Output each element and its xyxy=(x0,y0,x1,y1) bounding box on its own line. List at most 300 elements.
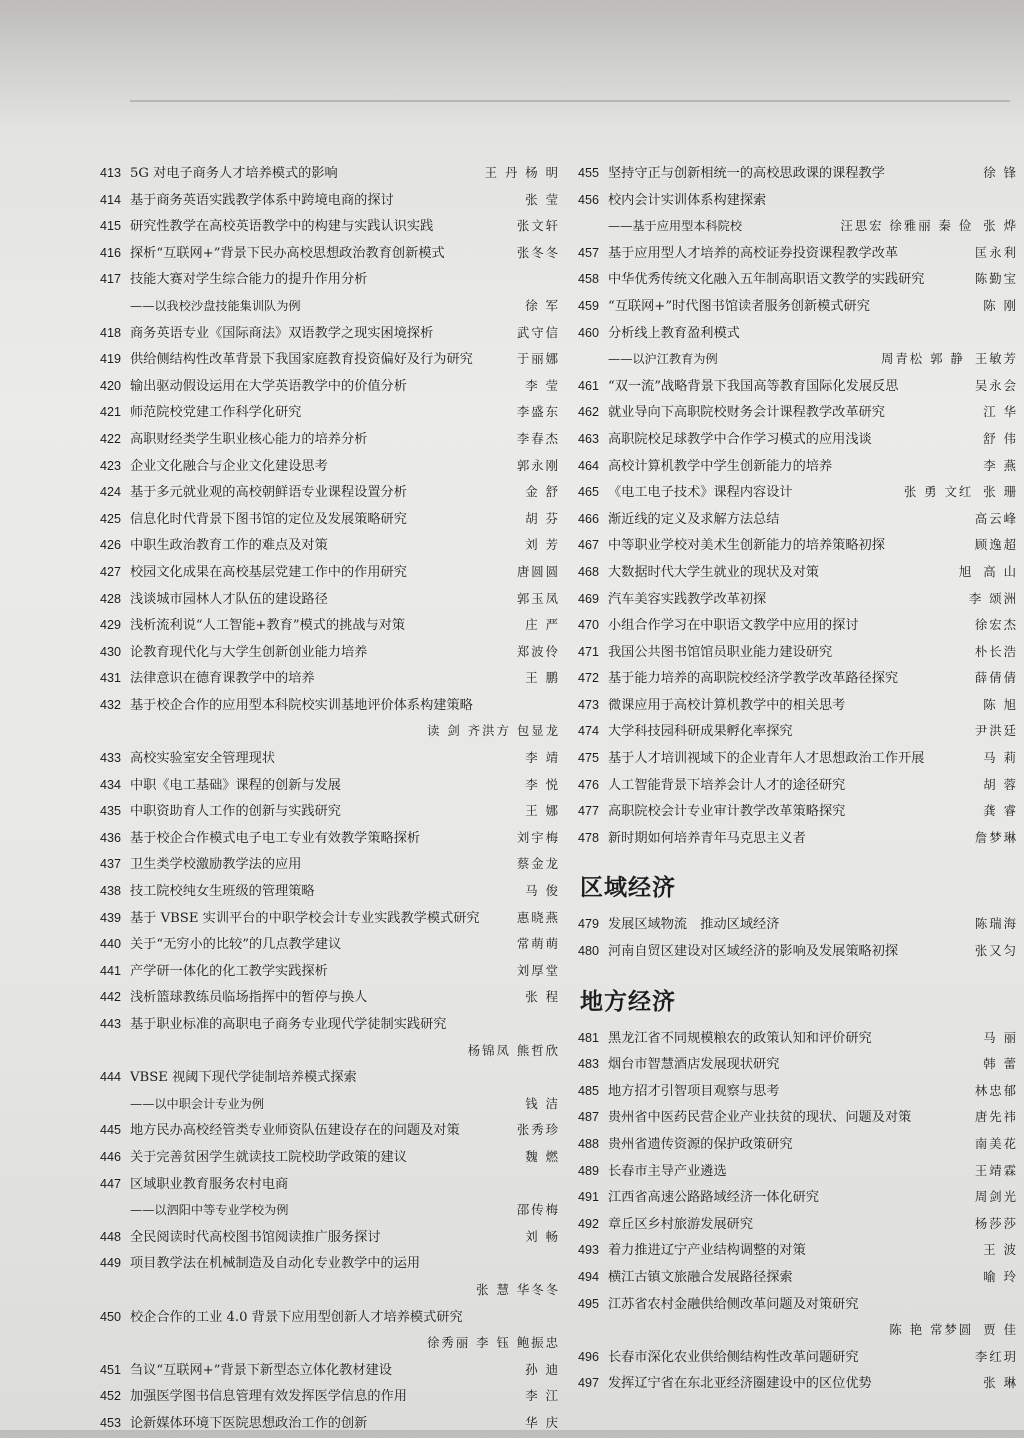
page-number: 472 xyxy=(578,671,600,686)
entry-title: 基于能力培养的高职院校经济学教学改革路径探究 xyxy=(608,671,899,687)
page-number: 468 xyxy=(578,564,600,579)
toc-entry[interactable] xyxy=(100,213,560,240)
entry-title: 中职《电工基础》课程的创新与发展 xyxy=(130,777,341,793)
page-number: 470 xyxy=(578,618,600,633)
entry-authors: 郭永刚 xyxy=(516,457,560,473)
entry-title: 长春市深化农业供给侧结构性改革问题研究 xyxy=(608,1349,859,1365)
toc-entry-row xyxy=(578,293,1018,320)
toc-entry[interactable] xyxy=(578,320,1018,373)
entry-authors: 张 琳 xyxy=(983,1375,1018,1391)
entry-authors: 徐 锋 xyxy=(983,165,1018,180)
toc-entry-row xyxy=(100,532,560,559)
toc-entry-row xyxy=(578,320,1018,347)
toc-entry-row xyxy=(100,772,560,799)
page-number: 432 xyxy=(100,697,122,712)
entry-authors: 常萌萌 xyxy=(516,936,560,952)
toc-entry-row xyxy=(100,1144,560,1171)
entry-title: 坚持守正与创新相统一的高校思政课的课程教学 xyxy=(608,166,885,181)
entry-title: “双一流”战略背景下我国高等教育国际化发展反思 xyxy=(608,378,899,394)
page-number: 469 xyxy=(578,591,600,606)
toc-entry[interactable] xyxy=(578,426,1018,453)
toc-entry[interactable] xyxy=(578,293,1018,320)
toc-entry-row xyxy=(578,532,1018,559)
page-number: 419 xyxy=(100,352,122,367)
toc-entry[interactable] xyxy=(578,240,1018,267)
entry-title: 技工院校纯女生班级的管理策略 xyxy=(130,884,315,900)
entry-title: 汽车美容实践教学改革初探 xyxy=(608,591,767,607)
toc-entry[interactable] xyxy=(100,479,560,506)
entry-authors: 高云峰 xyxy=(974,510,1018,526)
entry-authors: 刘 芳 xyxy=(525,537,560,553)
toc-entry[interactable] xyxy=(578,665,1018,692)
entry-title: 商务英语专业《国际商法》双语教学之现实困境探析 xyxy=(130,325,434,341)
page-number: 415 xyxy=(100,219,122,234)
entry-authors: 江 华 xyxy=(983,404,1018,420)
entry-title: 刍议“互联网+”背景下新型态立体化教材建设 xyxy=(130,1362,392,1378)
entry-title: 高校计算机教学中学生创新能力的培养 xyxy=(608,458,833,474)
page-number: 437 xyxy=(100,857,122,872)
entry-authors: 孙 迪 xyxy=(525,1361,560,1377)
entry-title: 关于完善贫困学生就读技工院校助学政策的建议 xyxy=(130,1149,407,1165)
toc-entry[interactable] xyxy=(578,373,1018,400)
entry-title: 河南自贸区建设对区域经济的影响及发展策略初探 xyxy=(608,944,899,960)
toc-entry[interactable] xyxy=(578,1370,1018,1397)
toc-entry-row xyxy=(578,453,1018,480)
entry-authors: 于丽娜 xyxy=(516,351,560,367)
entry-authors: 刘厚堂 xyxy=(516,962,560,978)
entry-title: 校内会计实训体系构建探索 xyxy=(608,192,767,208)
page-number: 496 xyxy=(578,1349,600,1364)
toc-entry[interactable] xyxy=(100,692,560,745)
toc-entry[interactable] xyxy=(578,1078,1018,1105)
page-number: 471 xyxy=(578,644,600,659)
entry-title: 项目教学法在机械制造及自动化专业教学中的运用 xyxy=(130,1256,421,1272)
entry-authors: 李 悦 xyxy=(525,776,560,792)
toc-entry[interactable] xyxy=(100,851,560,878)
entry-authors: 陈瑞海 xyxy=(974,916,1018,932)
entry-authors: 李春杰 xyxy=(516,430,560,446)
toc-entry[interactable] xyxy=(100,453,560,480)
entry-authors: 李 靖 xyxy=(525,750,560,766)
entry-authors: 华 庆 xyxy=(525,1414,560,1430)
entry-co-authors: 陈 艳 常梦圆 xyxy=(889,1322,974,1338)
entry-title: 卫生类学校激励教学法的应用 xyxy=(130,857,302,873)
entry-authors: 舒 伟 xyxy=(983,430,1018,446)
toc-entry[interactable] xyxy=(100,1117,560,1144)
toc-entry-row xyxy=(100,1250,560,1277)
entry-co-authors: 张 勇 文红 xyxy=(903,484,974,500)
entry-subtitle: ——以中职会计专业为例 xyxy=(130,1096,265,1111)
entry-title: 浅析流利说“人工智能+教育”模式的挑战与对策 xyxy=(130,618,406,634)
page-number: 491 xyxy=(578,1190,600,1205)
entry-title: 校企合作的工业 4.0 背景下应用型创新人才培养模式研究 xyxy=(130,1309,463,1325)
toc-entry-row xyxy=(578,798,1018,825)
entry-title: 基于职业标准的高职电子商务专业现代学徒制实践研究 xyxy=(130,1017,447,1032)
toc-entry[interactable] xyxy=(100,772,560,799)
entry-authors: 李盛东 xyxy=(516,404,560,420)
toc-entry[interactable] xyxy=(578,938,1018,965)
entry-title: 高职院校会计专业审计教学改革策略探究 xyxy=(608,804,846,820)
toc-entry[interactable] xyxy=(578,399,1018,426)
entry-title: 小组合作学习在中职语文教学中应用的探讨 xyxy=(608,618,859,634)
toc-entry[interactable] xyxy=(578,1051,1018,1078)
toc-entry[interactable] xyxy=(100,187,560,214)
toc-entry-row xyxy=(578,1158,1018,1185)
entry-title: 中职生政治教育工作的难点及对策 xyxy=(130,538,328,554)
entry-title: “互联网+”时代图书馆读者服务创新模式研究 xyxy=(608,298,870,314)
toc-entry-row xyxy=(100,745,560,772)
toc-entry[interactable] xyxy=(100,665,560,692)
entry-title: 基于校企合作模式电子电工专业有效教学策略探析 xyxy=(130,830,421,846)
entry-title: 微课应用于高校计算机教学中的相关思考 xyxy=(608,697,846,713)
toc-entry-row xyxy=(100,346,560,373)
entry-title: 着力推进辽宁产业结构调整的对策 xyxy=(608,1243,806,1259)
toc-entry-row xyxy=(100,187,560,214)
toc-entry-row xyxy=(578,1211,1018,1238)
page-number: 483 xyxy=(578,1057,600,1072)
toc-entry[interactable] xyxy=(100,1410,560,1437)
page-number: 492 xyxy=(578,1216,600,1231)
page-number: 460 xyxy=(578,325,600,340)
toc-entry[interactable] xyxy=(578,772,1018,799)
entry-authors: 张 程 xyxy=(525,989,560,1005)
toc-entry-row xyxy=(100,1304,560,1331)
entry-authors: 郭玉凤 xyxy=(516,590,560,606)
toc-entry[interactable] xyxy=(100,1011,560,1064)
page-number: 456 xyxy=(578,192,600,207)
toc-entry[interactable] xyxy=(100,320,560,347)
toc-entry-row xyxy=(578,692,1018,719)
section-heading-regional-economy: 区域经济 xyxy=(580,875,676,902)
toc-entry[interactable] xyxy=(100,160,560,187)
page-number: 458 xyxy=(578,272,600,287)
toc-entry-row xyxy=(100,213,560,240)
page-number: 452 xyxy=(100,1389,122,1404)
toc-entry[interactable] xyxy=(100,1224,560,1251)
entry-subtitle: ——以沪江教育为例 xyxy=(608,352,718,367)
page-number: 487 xyxy=(578,1110,600,1125)
toc-entry[interactable] xyxy=(100,346,560,373)
toc-entry-row xyxy=(578,586,1018,613)
toc-entry[interactable] xyxy=(100,559,560,586)
toc-entry-row xyxy=(578,506,1018,533)
toc-entry[interactable] xyxy=(100,399,560,426)
entry-authors: 王 鹏 xyxy=(525,670,560,686)
toc-entry-row xyxy=(100,692,560,719)
toc-entry[interactable] xyxy=(578,1184,1018,1211)
toc-entry[interactable] xyxy=(100,373,560,400)
entry-authors: 张 珊 xyxy=(983,484,1018,500)
toc-entry[interactable] xyxy=(100,958,560,985)
toc-entry[interactable] xyxy=(578,1237,1018,1264)
toc-subtitle-row xyxy=(100,1091,560,1118)
entry-title: 关于“无穷小的比较”的几点教学建议 xyxy=(130,937,342,953)
page-number: 439 xyxy=(100,910,122,925)
entry-title: 渐近线的定义及求解方法总结 xyxy=(608,511,780,527)
toc-entry[interactable] xyxy=(100,1250,560,1303)
toc-entry-row xyxy=(100,878,560,905)
toc-entry-row xyxy=(578,1025,1018,1052)
page-number: 485 xyxy=(578,1083,600,1098)
page-number: 436 xyxy=(100,830,122,845)
toc-entry-row xyxy=(100,399,560,426)
toc-entry[interactable] xyxy=(100,1144,560,1171)
entry-authors: 李 颂洲 xyxy=(968,590,1018,606)
entry-co-authors: 旭 xyxy=(958,563,974,579)
toc-entry[interactable] xyxy=(100,745,560,772)
entry-title: 基于 VBSE 实训平台的中职学校会计专业实践教学模式研究 xyxy=(130,910,480,926)
page-number: 448 xyxy=(100,1229,122,1244)
entry-authors: 王 波 xyxy=(983,1242,1018,1258)
toc-author-row xyxy=(100,1277,560,1304)
toc-entry[interactable] xyxy=(578,745,1018,772)
entry-authors: 陈 刚 xyxy=(983,297,1018,313)
toc-entry[interactable] xyxy=(578,1264,1018,1291)
entry-title: 加强医学图书信息管理有效发挥医学信息的作用 xyxy=(130,1389,407,1405)
entry-authors: 李 江 xyxy=(525,1388,560,1404)
toc-entry[interactable] xyxy=(578,1211,1018,1238)
toc-entry[interactable] xyxy=(100,931,560,958)
toc-entry[interactable] xyxy=(578,453,1018,480)
entry-title: 论教育现代化与大学生创新创业能力培养 xyxy=(130,644,368,660)
toc-entry-row xyxy=(100,931,560,958)
page-number: 462 xyxy=(578,405,600,420)
toc-entry[interactable] xyxy=(578,479,1018,506)
toc-entry[interactable] xyxy=(578,718,1018,745)
toc-entry[interactable] xyxy=(578,1344,1018,1371)
page-number: 428 xyxy=(100,591,122,606)
entry-title: 浅谈城市园林人才队伍的建设路径 xyxy=(130,591,328,607)
entry-authors: 张又匀 xyxy=(974,943,1018,959)
toc-entry-row xyxy=(578,373,1018,400)
entry-title: 地方招才引智项目观察与思考 xyxy=(608,1083,780,1099)
entry-title: 校园文化成果在高校基层党建工作中的作用研究 xyxy=(130,564,407,580)
entry-title: 我国公共图书馆馆员职业能力建设研究 xyxy=(608,644,833,660)
toc-entry[interactable] xyxy=(100,1064,560,1117)
entry-title: 区域职业教育服务农村电商 xyxy=(130,1176,289,1192)
page-number: 442 xyxy=(100,990,122,1005)
entry-title: 横江古镇文旅融合发展路径探索 xyxy=(608,1269,793,1285)
toc-entry-row xyxy=(100,559,560,586)
toc-entry[interactable] xyxy=(578,506,1018,533)
entry-authors: 顾逸超 xyxy=(974,537,1018,553)
toc-entry[interactable] xyxy=(578,1131,1018,1158)
page-number: 429 xyxy=(100,618,122,633)
toc-entry[interactable] xyxy=(100,426,560,453)
toc-entry-row xyxy=(100,851,560,878)
toc-entry-row xyxy=(578,718,1018,745)
entry-title: 输出驱动假设运用在大学英语教学中的价值分析 xyxy=(130,378,407,394)
entry-authors: 钱 洁 xyxy=(525,1095,560,1111)
toc-entry-row xyxy=(578,911,1018,938)
entry-authors: 南美花 xyxy=(974,1136,1018,1151)
toc-entry[interactable] xyxy=(578,612,1018,639)
page-number: 495 xyxy=(578,1296,600,1311)
toc-entry[interactable] xyxy=(100,798,560,825)
entry-authors: 胡 蓉 xyxy=(983,776,1018,792)
header-rule xyxy=(130,100,1010,102)
toc-entry-row xyxy=(578,1131,1018,1158)
toc-entry-row xyxy=(578,187,1018,214)
toc-entry[interactable] xyxy=(578,559,1018,586)
toc-entry-row xyxy=(100,1224,560,1251)
toc-entry[interactable] xyxy=(578,639,1018,666)
entry-authors: 贾 佳 xyxy=(983,1322,1018,1338)
entry-authors: 张 烨 xyxy=(983,218,1018,234)
page-number: 463 xyxy=(578,431,600,446)
page-number: 476 xyxy=(578,777,600,792)
page-number: 425 xyxy=(100,511,122,526)
toc-entry[interactable] xyxy=(578,1104,1018,1131)
page-number: 438 xyxy=(100,884,122,899)
entry-authors: 惠晓燕 xyxy=(516,909,560,925)
toc-entry[interactable] xyxy=(578,1025,1018,1052)
entry-authors: 李红玥 xyxy=(974,1348,1018,1364)
toc-entry-row xyxy=(578,160,1018,187)
toc-entry[interactable] xyxy=(578,586,1018,613)
entry-title: 发展区域物流 推动区域经济 xyxy=(608,917,780,933)
entry-title: 法律意识在德育课教学中的培养 xyxy=(130,671,315,687)
toc-entry[interactable] xyxy=(100,586,560,613)
toc-entry[interactable] xyxy=(100,825,560,852)
page-number: 422 xyxy=(100,431,122,446)
page-number: 423 xyxy=(100,458,122,473)
toc-entry[interactable] xyxy=(100,240,560,267)
toc-entry-row xyxy=(100,453,560,480)
entry-title: 高职财经类学生职业核心能力的培养分析 xyxy=(130,431,368,447)
toc-entry-row xyxy=(100,905,560,932)
entry-authors: 杨莎莎 xyxy=(974,1215,1018,1231)
entry-authors: 胡 芬 xyxy=(525,510,560,526)
toc-entry[interactable] xyxy=(578,187,1018,240)
toc-entry-row xyxy=(100,479,560,506)
page-number: 421 xyxy=(100,405,122,420)
toc-entry[interactable] xyxy=(578,825,1018,852)
toc-author-row xyxy=(100,1330,560,1357)
toc-entry-row xyxy=(578,426,1018,453)
page-number: 420 xyxy=(100,378,122,393)
toc-entry[interactable] xyxy=(100,984,560,1011)
toc-entry-row xyxy=(578,1184,1018,1211)
entry-authors: 薛倩倩 xyxy=(974,670,1018,686)
entry-title: 高职院校足球教学中合作学习模式的应用浅谈 xyxy=(608,431,872,447)
entry-title: 江西省高速公路路域经济一体化研究 xyxy=(608,1190,819,1206)
toc-entry[interactable] xyxy=(578,160,1018,187)
toc-entry[interactable] xyxy=(100,612,560,639)
entry-authors: 读 剑 齐洪方 包显龙 xyxy=(427,723,560,739)
entry-title: 大数据时代大学生就业的现状及对策 xyxy=(608,564,819,580)
entry-authors: 杨锦凤 熊哲欣 xyxy=(467,1042,560,1058)
toc-entry[interactable] xyxy=(578,1291,1018,1344)
page-number: 426 xyxy=(100,538,122,553)
page-number: 475 xyxy=(578,751,600,766)
toc-entry[interactable] xyxy=(578,798,1018,825)
entry-title: 黑龙江省不同规模粮农的政策认知和评价研究 xyxy=(608,1030,872,1046)
toc-entry[interactable] xyxy=(100,266,560,319)
entry-authors: 王靖霖 xyxy=(974,1162,1018,1178)
entry-authors: 邵传梅 xyxy=(516,1202,560,1218)
toc-entry-row xyxy=(100,639,560,666)
toc-entry[interactable] xyxy=(578,532,1018,559)
entry-authors: 马 莉 xyxy=(983,750,1018,766)
entry-title: 产学研一体化的化工教学实践探析 xyxy=(130,963,328,979)
toc-entry[interactable] xyxy=(578,1158,1018,1185)
toc-entry[interactable] xyxy=(100,878,560,905)
entry-authors: 王敏芳 xyxy=(974,351,1018,367)
toc-author-row xyxy=(100,1038,560,1065)
entry-authors: 王 娜 xyxy=(525,803,560,819)
toc-entry-row xyxy=(578,559,1018,586)
toc-entry-row xyxy=(100,1410,560,1437)
entry-title: 中职资助育人工作的创新与实践研究 xyxy=(130,804,341,820)
entry-authors: 高 山 xyxy=(983,563,1018,579)
toc-entry[interactable] xyxy=(578,266,1018,293)
toc-entry-row xyxy=(578,938,1018,965)
entry-authors: 张秀珍 xyxy=(516,1122,560,1138)
toc-entry-row xyxy=(578,399,1018,426)
toc-entry[interactable] xyxy=(578,911,1018,938)
toc-entry-row xyxy=(100,1117,560,1144)
toc-entry[interactable] xyxy=(100,1383,560,1410)
page-number: 477 xyxy=(578,804,600,819)
page-number: 467 xyxy=(578,538,600,553)
page-number: 440 xyxy=(100,937,122,952)
entry-authors: 李 莹 xyxy=(525,377,560,393)
entry-title: 师范院校党建工作科学化研究 xyxy=(130,405,302,421)
toc-subtitle-row xyxy=(578,346,1018,373)
entry-authors: 庄 严 xyxy=(525,617,560,633)
entry-authors: 林忠郁 xyxy=(974,1082,1018,1098)
page-number: 481 xyxy=(578,1030,600,1045)
entry-title: 论新媒体环境下医院思想政治工作的创新 xyxy=(130,1415,368,1431)
page-number: 493 xyxy=(578,1243,600,1258)
entry-title: 基于人才培训视域下的企业青年人才思想政治工作开展 xyxy=(608,751,925,767)
page-number: 444 xyxy=(100,1070,122,1085)
toc-entry[interactable] xyxy=(100,506,560,533)
toc-entry[interactable] xyxy=(100,1304,560,1357)
entry-title: 新时期如何培养青年马克思主义者 xyxy=(608,830,806,846)
toc-entry-row xyxy=(578,1370,1018,1397)
entry-co-authors: 周青松 郭 静 xyxy=(880,351,965,367)
page-number: 465 xyxy=(578,485,600,500)
entry-authors: 尹洪廷 xyxy=(974,723,1018,739)
toc-entry[interactable] xyxy=(100,905,560,932)
entry-title: 分析线上教育盈利模式 xyxy=(608,325,740,341)
entry-title: 人工智能背景下培养会计人才的途径研究 xyxy=(608,777,846,793)
toc-entry[interactable] xyxy=(100,1357,560,1384)
entry-title: 供给侧结构性改革背景下我国家庭教育投资偏好及行为研究 xyxy=(130,352,473,368)
entry-title: 全民阅读时代高校图书馆阅读推广服务探讨 xyxy=(130,1229,381,1245)
toc-entry[interactable] xyxy=(578,692,1018,719)
entry-authors: 匡永利 xyxy=(974,244,1018,260)
page-number: 479 xyxy=(578,917,600,932)
toc-entry-row xyxy=(578,639,1018,666)
entry-authors: 韩 蕾 xyxy=(983,1056,1018,1072)
toc-entry[interactable] xyxy=(100,639,560,666)
entry-title: 江苏省农村金融供给侧改革问题及对策研究 xyxy=(608,1296,859,1312)
toc-entry[interactable] xyxy=(100,1171,560,1224)
page-number: 416 xyxy=(100,245,122,260)
entry-authors: 陈勤宝 xyxy=(974,271,1018,287)
page-number: 427 xyxy=(100,564,122,579)
page-number: 459 xyxy=(578,298,600,313)
entry-authors: 张文轩 xyxy=(516,218,560,234)
entry-authors: 徐秀丽 李 钰 鲍振忠 xyxy=(427,1335,560,1351)
entry-authors: 刘宇梅 xyxy=(516,829,560,845)
entry-authors: 马 俊 xyxy=(525,883,560,899)
toc-entry-row xyxy=(100,586,560,613)
toc-entry[interactable] xyxy=(100,532,560,559)
